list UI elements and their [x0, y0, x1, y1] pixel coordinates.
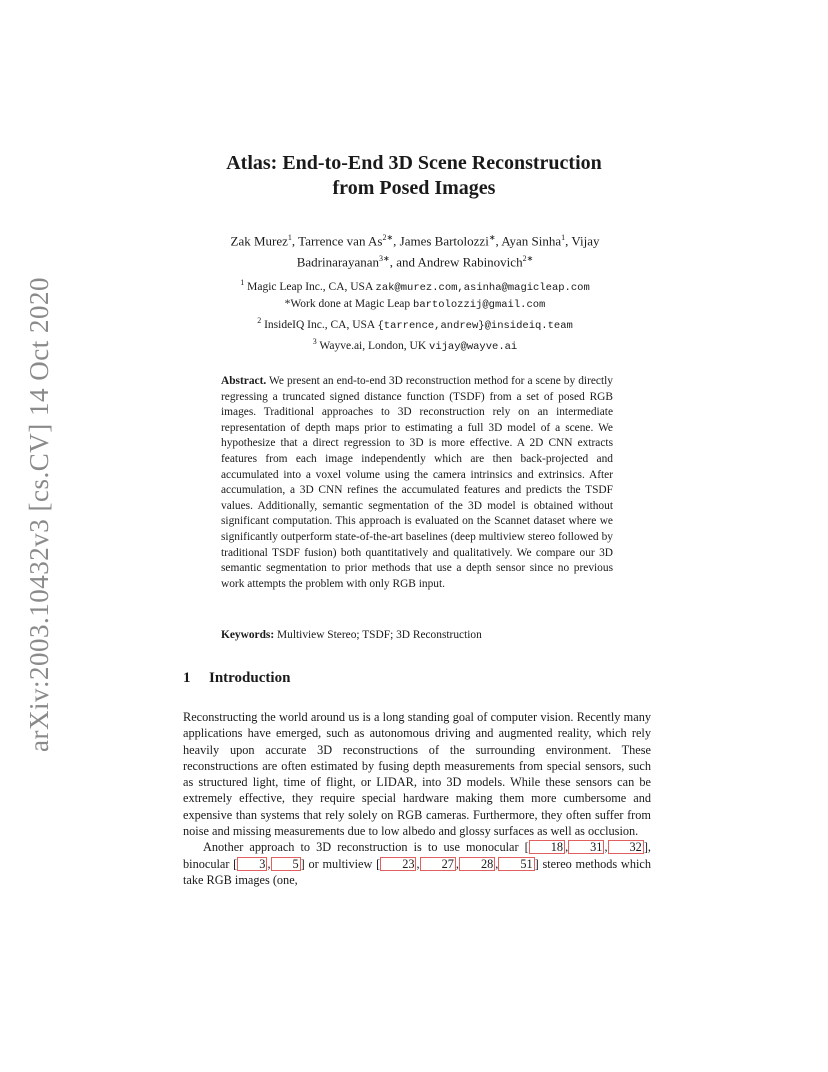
- author-name: , Vijay: [565, 233, 600, 249]
- paragraph-text: or multiview: [304, 856, 377, 871]
- affiliation-text: *Work done at Magic Leap: [284, 297, 414, 310]
- citation-link[interactable]: 28: [459, 857, 495, 871]
- author-name: Badrinarayanan: [296, 254, 379, 270]
- citation-link[interactable]: 3: [237, 857, 267, 871]
- paragraph-text: , binocular: [183, 840, 651, 871]
- citation-link[interactable]: 51: [498, 857, 534, 871]
- author-name: , James Bartolozzi: [393, 233, 489, 249]
- abstract: [221, 374, 613, 592]
- abstract-text: We present an end-to-end 3D reconstruction method for a scene by directly regressing a truncated signed distance function (TSDF) from a set of posed RGB images. Traditional approaches to 3D reconstruction rely on an intermediate representation of depth maps prior to estimating a full 3D model of a scene. We hypothesize that a direct regression to 3D is more effective. A 2D CNN extracts features from each image independently which are then back-projected and accumulated into a voxel volume using the camera intrinsics and extrinsics. After accumulation, a 3D CNN refines the accumulated features and predicts the TSDF values. Additionally, semantic segmentation of the 3D model is obtained without significant computation. This approach is evaluated on the Scannet dataset where we significantly outperform state-of-the-art baselines (deep multiview stereo followed by traditional TSDF fusion) both quantitatively and qualitatively. We compare our 3D semantic segmentation to prior methods that use a depth sensor since no previous work attempts the problem with only RGB input.: [221, 375, 613, 590]
- paper-title: [0, 151, 828, 201]
- citation-link[interactable]: 23: [380, 857, 416, 871]
- author-name: , and Andrew Rabinovich: [389, 254, 523, 270]
- affiliation-text: InsideIQ Inc., CA, USA: [261, 318, 378, 331]
- author-name: , Ayan Sinha: [495, 233, 562, 249]
- author-affiliation-mark: 1: [561, 233, 566, 242]
- affiliation-line: [150, 313, 680, 334]
- affiliation-mark: 2: [257, 315, 262, 325]
- section-heading: [183, 670, 290, 687]
- affiliation-mark: 1: [240, 278, 245, 287]
- email-address: zak@murez.com,asinha@magicleap.com: [375, 281, 590, 294]
- keywords-label: Keywords:: [221, 629, 275, 641]
- author-affiliation-mark: 2∗: [522, 254, 534, 264]
- affiliation-line: [150, 275, 680, 296]
- affiliation-text: Wayve.ai, London, UK: [316, 339, 430, 352]
- author-affiliation-mark: 2∗: [382, 233, 394, 242]
- affiliation-text: Magic Leap Inc., CA, USA: [244, 280, 376, 293]
- author-list: [190, 229, 640, 272]
- introduction-body: [183, 709, 651, 888]
- author-affiliation-mark: 3∗: [379, 254, 390, 264]
- section-number: 1: [183, 670, 191, 686]
- author-affiliation-mark: ∗: [488, 233, 496, 242]
- citation-link[interactable]: 31: [568, 840, 604, 854]
- paragraph-text: Another approach to 3D reconstruction is to use monocular: [203, 840, 525, 855]
- paragraph: Reconstructing the world around us is a long standing goal of computer vision. Recently many applications have emerged, such as autonomous driving and augmented reality, which rely heavily upon accurate 3D reconstructions of the surrounding environment. These reconstructions are often estimated by fusing depth measurements from special sensors, such as structured light, time of flight, or LIDAR, into 3D models. While these sensors can be extremely effective, they require special hardware making them more cumbersome and expensive than systems that rely solely on RGB cameras. Furthermore, they often suffer from noise and missing measurements due to low albedo and glossy surfaces as well as occlusion.: [183, 710, 651, 839]
- title-line-1: Atlas: End-to-End 3D Scene Reconstruction: [226, 152, 602, 174]
- citation-link[interactable]: 32: [608, 840, 644, 854]
- author-name: , Tarrence van As: [291, 233, 383, 249]
- email-address: vijay@wayve.ai: [429, 340, 518, 353]
- affiliation-mark: 3: [312, 336, 317, 346]
- section-title: Introduction: [209, 670, 291, 686]
- keywords: [221, 627, 613, 643]
- author-affiliation-mark: 1: [287, 233, 292, 242]
- arxiv-identifier: arXiv:2003.10432v3 [cs.CV] 14 Oct 2020: [24, 277, 54, 752]
- email-address: bartolozzij@gmail.com: [413, 298, 546, 311]
- title-line-2: from Posed Images: [332, 177, 496, 199]
- email-address: {tarrence,andrew}@insideiq.team: [377, 319, 573, 332]
- affiliation-line: [150, 296, 680, 313]
- paragraph-text: stereo methods which take RGB images (one,: [183, 856, 651, 887]
- paragraph: Another approach to 3D reconstruction is to use monocular [ 18 , 31 , 32 ], binocular [ 3 , 5 ] or multiview [ 23 , 27 , 28 , 51 ] stereo methods which take RGB images (one,: [183, 840, 651, 887]
- citation-link[interactable]: 27: [420, 857, 456, 871]
- citation-link[interactable]: 5: [271, 857, 301, 871]
- abstract-label: Abstract.: [221, 375, 267, 387]
- affiliation-list: [150, 275, 680, 354]
- author-name: Zak Murez: [230, 233, 288, 249]
- affiliation-line: [150, 334, 680, 355]
- keywords-text: Multiview Stereo; TSDF; 3D Reconstruction: [274, 629, 482, 641]
- citation-link[interactable]: 18: [529, 840, 565, 854]
